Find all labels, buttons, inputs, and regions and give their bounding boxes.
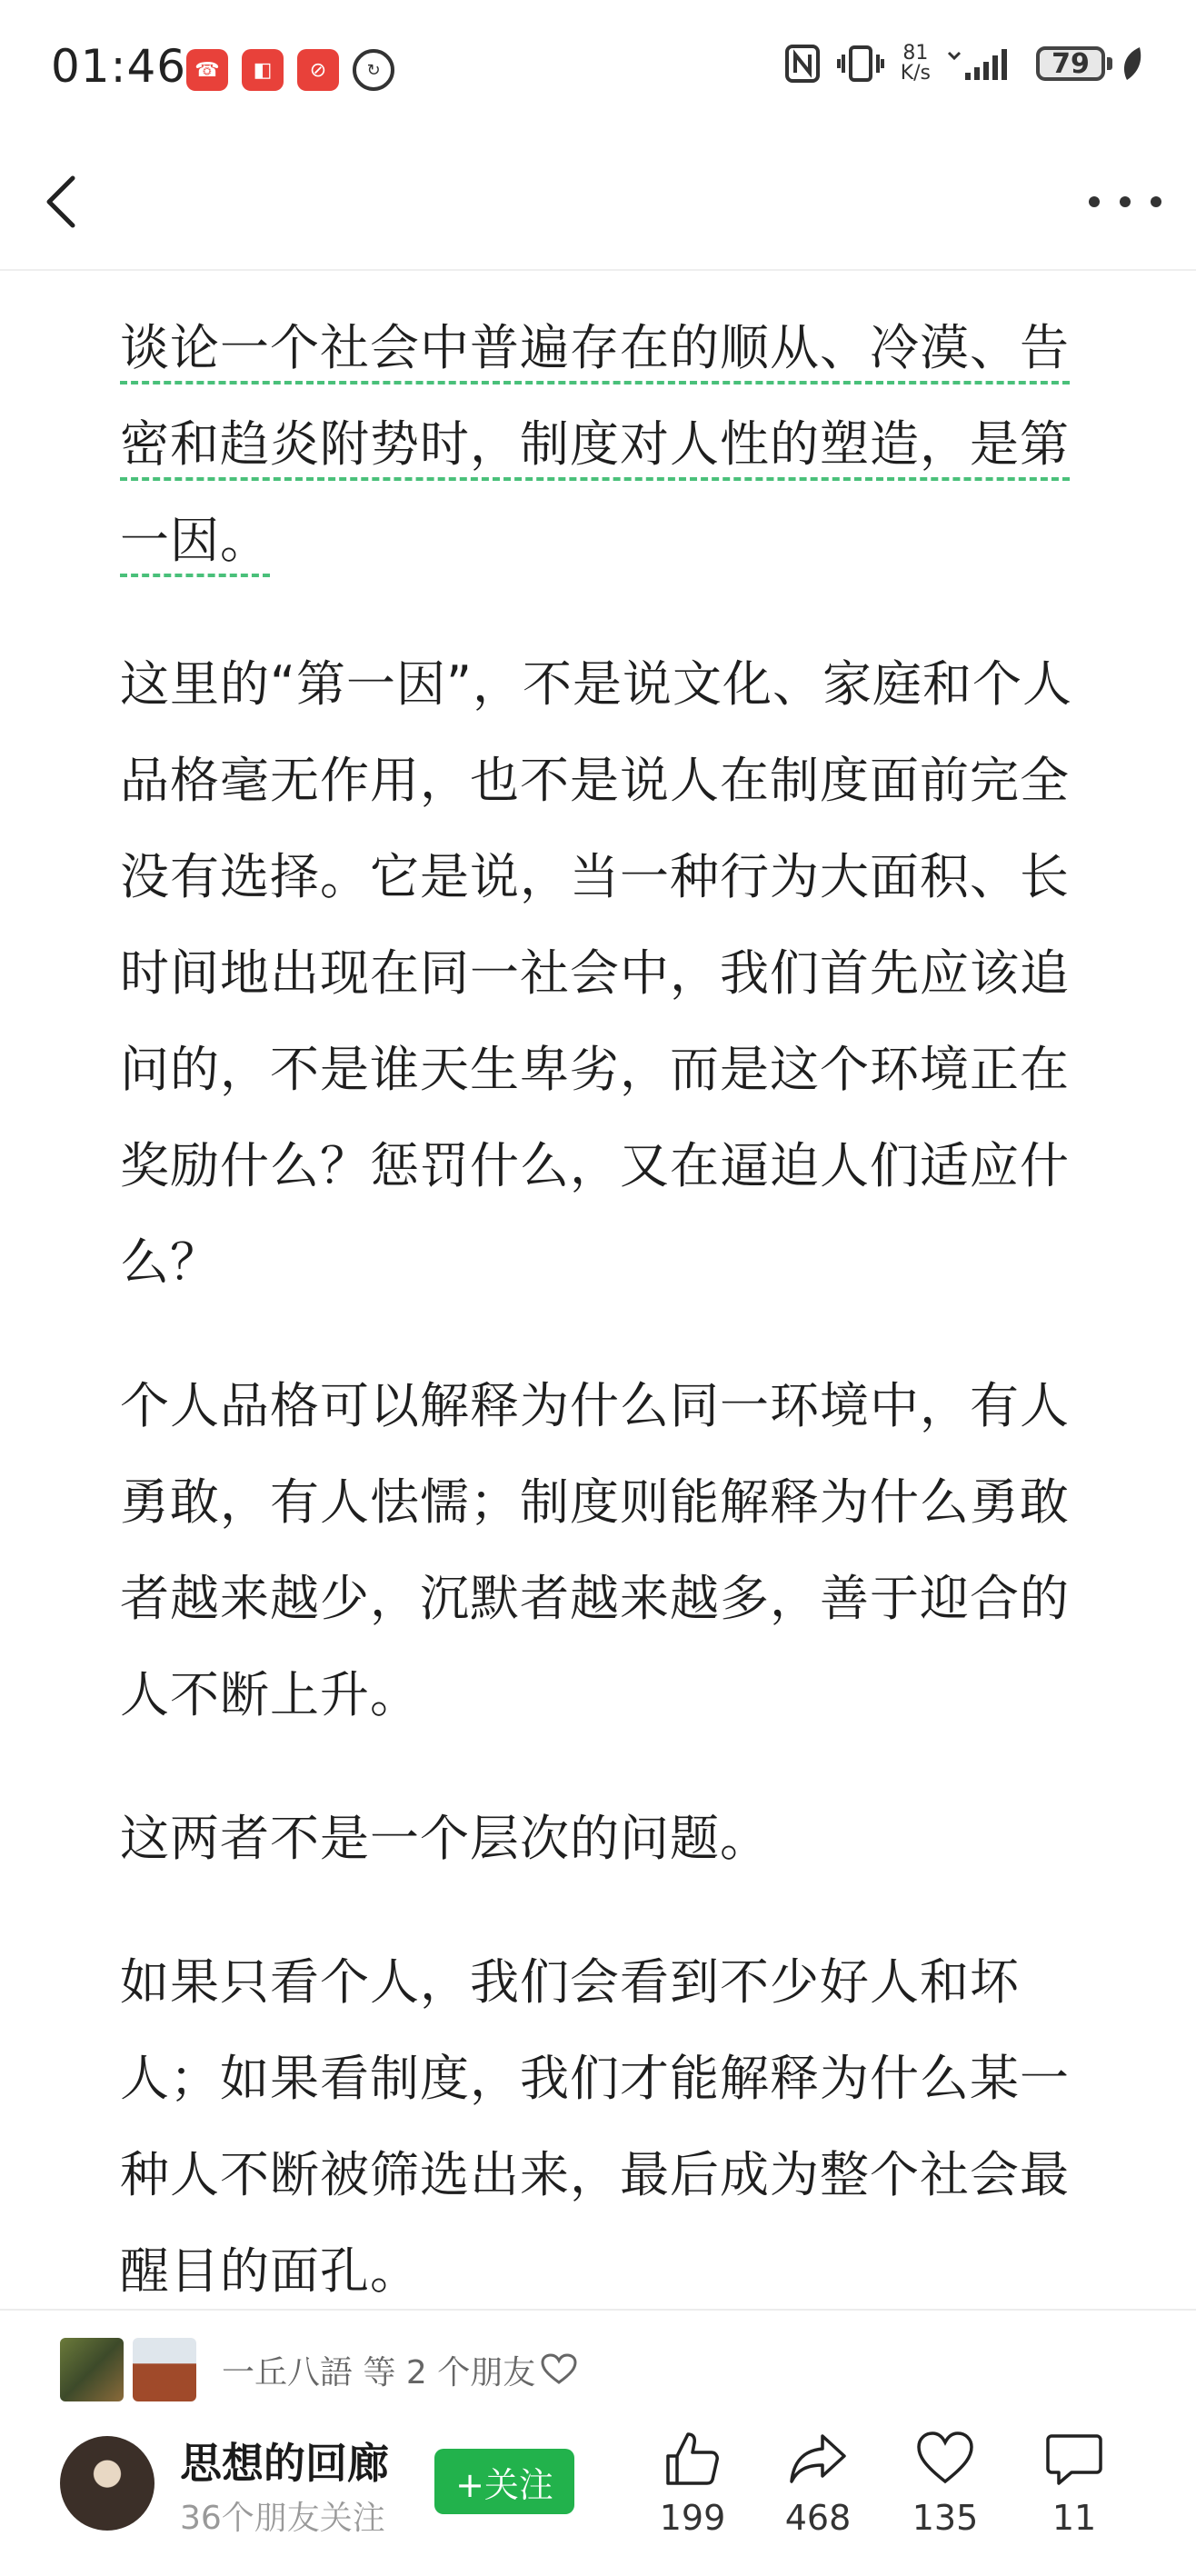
top-nav-bar [0, 136, 1196, 271]
net-speed-unit: K/s [900, 62, 931, 85]
friend-avatar [133, 2338, 196, 2401]
favorite-action[interactable] [891, 2429, 1000, 2538]
net-speed [901, 44, 931, 84]
like-action[interactable] [638, 2429, 747, 2538]
comment-action[interactable] [1020, 2429, 1129, 2538]
nfc-icon [784, 44, 821, 84]
sync-icon: ↻ [353, 49, 394, 91]
vibrate-icon [837, 44, 884, 84]
more-dot-icon [1120, 196, 1131, 207]
back-button[interactable] [36, 169, 91, 235]
friends-liked-row[interactable] [60, 2338, 577, 2401]
article-body [120, 300, 1083, 2367]
share-icon [788, 2429, 848, 2489]
friends-liked-text: 一丘八語 等 2 个朋友 [222, 2353, 536, 2391]
heart-outline-icon [541, 2353, 577, 2386]
article-paragraph: 个人品格可以解释为什么同一环境中，有人勇敢，有人怯懦；制度则能解释为什么勇敢者越来越少，沉默者越来越多，善于迎合的人不断上升。 [120, 1377, 1070, 1723]
friend-avatar [60, 2338, 124, 2401]
status-indicators [784, 44, 1145, 84]
status-time: 01:46 [51, 40, 187, 93]
heart-icon [915, 2429, 975, 2489]
more-dot-icon [1151, 196, 1161, 207]
battery-tip [1107, 57, 1112, 70]
signal-icon [947, 44, 1020, 84]
battery-indicator: 79 [1036, 46, 1105, 81]
article-paragraph: 这里的“第一因”，不是说文化、家庭和个人品格毫无作用，也不是说人在制度面前完全没有选择。它是说，当一种行为大面积、长时间地出现在同一社会中，我们首先应该追问的，不是谁天生卑劣，而是这个环境正在奖励什么？惩罚什么，又在逼迫人们适应什么？ [120, 655, 1072, 1291]
notification-icons [186, 49, 394, 91]
like-count: 199 [659, 2498, 726, 2538]
more-dot-icon [1089, 196, 1100, 207]
article-paragraph: 如果只看个人，我们会看到不少好人和坏人；如果看制度，我们才能解释为什么某一种人不断被筛选出来，最后成为整个社会最醒目的面孔。 [120, 1953, 1070, 2300]
article-paragraph-highlighted[interactable]: 谈论一个社会中普遍存在的顺从、冷漠、告密和趋炎附势时，制度对人性的塑造，是第一因。 [120, 319, 1070, 569]
share-action[interactable] [763, 2429, 872, 2538]
battery-group [1036, 45, 1145, 82]
thumbs-up-icon [663, 2429, 723, 2489]
comment-count: 11 [1051, 2498, 1097, 2538]
share-count: 468 [784, 2498, 852, 2538]
charging-leaf-icon [1120, 45, 1145, 82]
compass-icon: ⊘ [297, 49, 339, 91]
article-paragraph: 这两者不是一个层次的问题。 [120, 1810, 770, 1867]
phone-icon: ☎ [186, 49, 228, 91]
comment-icon [1044, 2429, 1104, 2489]
author-followers: 36个朋友关注 [180, 2500, 385, 2537]
net-speed-value: 81 [902, 42, 929, 65]
follow-button[interactable]: +关注 [434, 2449, 574, 2514]
author-avatar[interactable] [60, 2436, 154, 2531]
bottom-action-bar [0, 2309, 1196, 2576]
author-name[interactable]: 思想的回廊 [180, 2439, 389, 2488]
chevron-left-icon [36, 169, 91, 235]
favorite-count: 135 [912, 2498, 979, 2538]
more-options-button[interactable] [1089, 176, 1161, 227]
huawei-store-icon: ◧ [242, 49, 284, 91]
status-bar [0, 0, 1196, 136]
